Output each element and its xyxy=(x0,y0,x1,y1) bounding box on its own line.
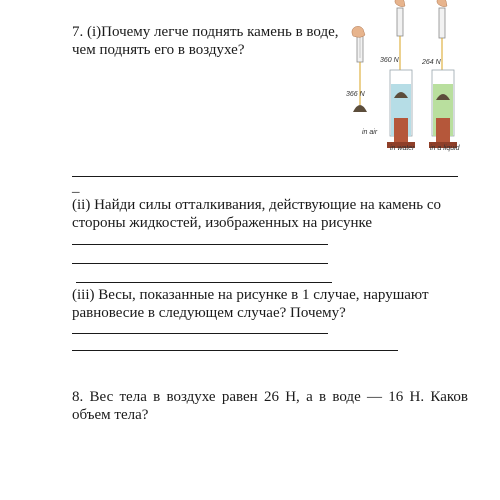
question-7-line-1: 7. (i)Почему легче поднять камень в воде, xyxy=(72,24,339,40)
scale-in-water xyxy=(387,0,415,148)
question-7-ii-line-2: стороны жидкостей, изображенных на рисунке xyxy=(72,215,373,231)
question-7 xyxy=(72,23,352,59)
question-7-ii-line-1: (ii) Найди силы отталкивания, действующие на камень со xyxy=(72,197,442,213)
answer-dash-7i: _ xyxy=(72,179,80,195)
liquid-reading-label: 264 N xyxy=(422,59,441,66)
in-water-caption: in water xyxy=(390,145,415,152)
question-7-iii xyxy=(72,286,468,322)
question-7-iii-line-1: (iii) Весы, показанные на рисунке в 1 случае, нарушают xyxy=(72,287,429,303)
air-reading-label: 366 N xyxy=(346,91,365,98)
answer-line-7ii-2 xyxy=(72,263,328,264)
scale-in-air xyxy=(352,26,367,112)
question-8-line-2: объем тела? xyxy=(72,407,149,423)
question-7-ii xyxy=(72,196,468,232)
answer-line-7i xyxy=(72,176,458,177)
in-air-caption: in air xyxy=(362,129,378,136)
question-8-line-1: 8. Вес тела в воздухе равен 26 Н, а в воде — 16 Н. Каков xyxy=(72,389,468,405)
question-7-line-2: чем поднять его в воздухе? xyxy=(72,42,245,58)
answer-line-7iii-2 xyxy=(72,350,398,351)
question-8 xyxy=(72,388,468,424)
water-reading-label: 360 N xyxy=(380,57,399,64)
buoyancy-illustration xyxy=(338,0,468,152)
answer-line-7ii-3 xyxy=(76,282,332,283)
answer-line-7iii-1 xyxy=(72,333,328,334)
answer-line-7ii-1 xyxy=(72,244,328,245)
scale-in-liquid xyxy=(429,0,457,148)
question-7-iii-line-2: равновесие в следующем случае? Почему? xyxy=(72,305,346,321)
in-liquid-caption: in a liquid xyxy=(430,145,460,152)
